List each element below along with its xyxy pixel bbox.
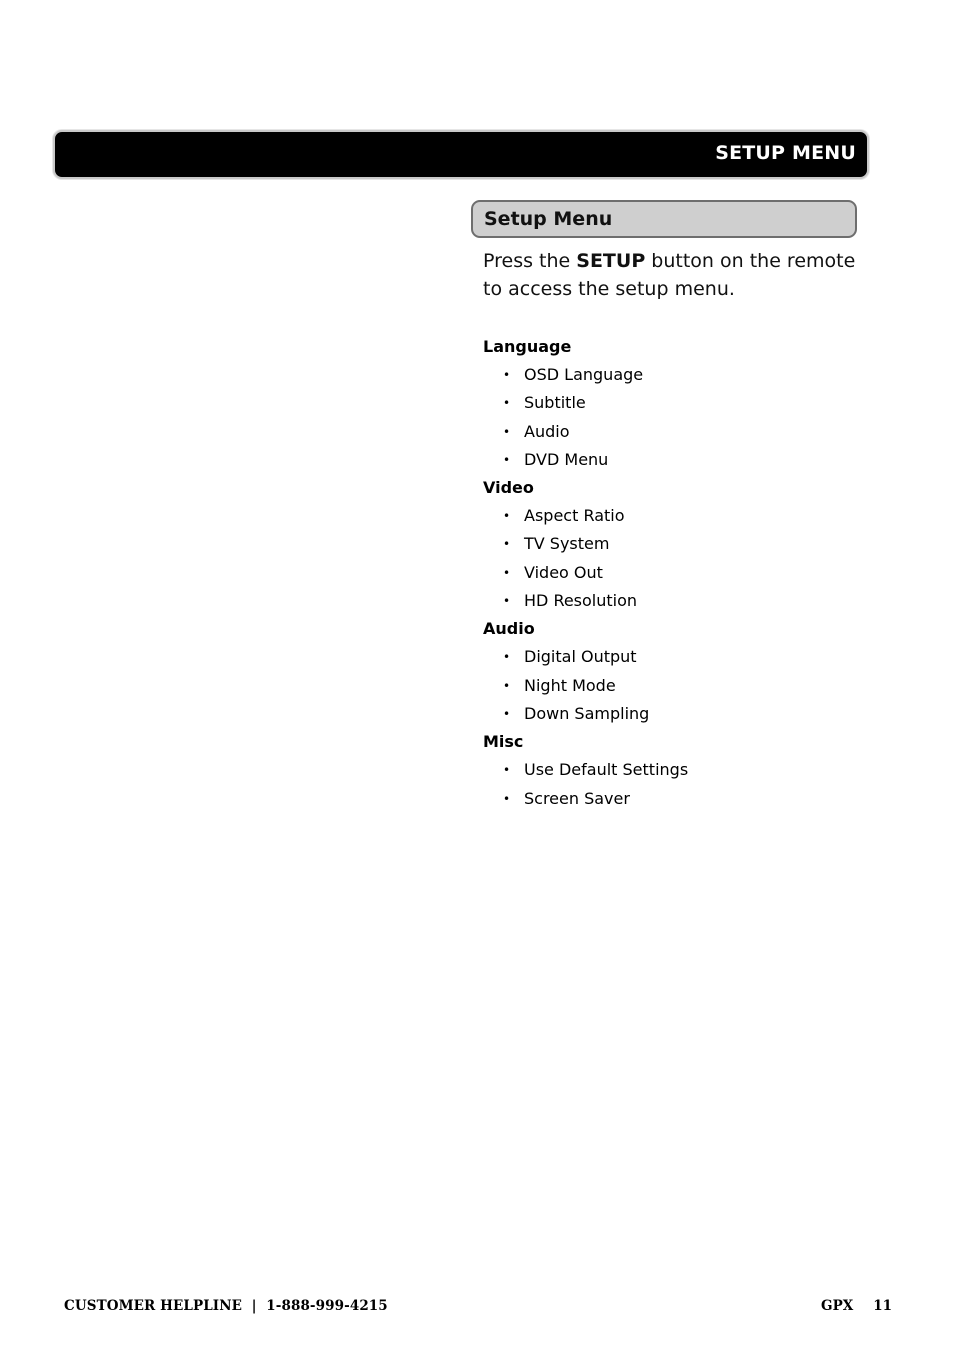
footer-helpline: CUSTOMER HELPLINE | 1-888-999-4215 xyxy=(64,1298,388,1314)
list-item xyxy=(483,643,863,671)
bullet-icon: • xyxy=(503,763,511,778)
list-item-label: DVD Menu xyxy=(524,449,609,469)
menu-group-title: Misc xyxy=(483,732,524,752)
menu-group-misc xyxy=(483,728,863,813)
bullet-icon: • xyxy=(503,509,511,524)
list-item-label: TV System xyxy=(524,534,610,554)
list-item xyxy=(483,418,863,446)
bullet-icon: • xyxy=(503,565,511,580)
bullet-icon: • xyxy=(503,791,511,806)
menu-group-title: Language xyxy=(483,337,572,356)
menu-group-title: Video xyxy=(483,478,534,498)
list-item-label: Use Default Settings xyxy=(524,760,689,780)
list-item xyxy=(483,559,863,587)
footer-brand: GPX xyxy=(821,1298,854,1314)
intro-text-before: Press the xyxy=(483,250,577,272)
list-item xyxy=(483,756,863,784)
list-item-label: Night Mode xyxy=(524,675,616,695)
menu-group-video xyxy=(483,474,863,615)
list-item-label: OSD Language xyxy=(524,365,644,384)
section-title: Setup Menu xyxy=(484,208,613,230)
list-item xyxy=(483,361,863,389)
page-header-bar xyxy=(53,130,869,179)
list-item xyxy=(483,587,863,615)
bullet-icon: • xyxy=(503,396,511,411)
list-item-label: Video Out xyxy=(524,562,603,582)
bullet-icon: • xyxy=(503,452,511,467)
list-item-label: Screen Saver xyxy=(524,788,630,808)
list-item-label: HD Resolution xyxy=(524,591,638,611)
bullet-icon: • xyxy=(503,678,511,693)
list-item-label: Down Sampling xyxy=(524,703,650,723)
list-item-label: Audio xyxy=(524,421,570,441)
bullet-icon: • xyxy=(503,424,511,439)
intro-text-after: button on the remote to access the setup menu. xyxy=(483,250,856,300)
list-item xyxy=(483,502,863,530)
bullet-icon: • xyxy=(503,537,511,552)
section-heading-box xyxy=(471,200,857,238)
list-item xyxy=(483,530,863,558)
list-item xyxy=(483,700,863,728)
menu-group-audio xyxy=(483,615,863,728)
intro-setup-keyword: SETUP xyxy=(576,250,646,272)
bullet-icon: • xyxy=(503,594,511,609)
list-item-label: Subtitle xyxy=(524,393,586,413)
footer-page-info xyxy=(821,1298,892,1314)
bullet-icon: • xyxy=(503,650,511,665)
page-header-title: SETUP MENU xyxy=(715,142,856,164)
list-item xyxy=(483,446,863,474)
list-item-label: Aspect Ratio xyxy=(524,506,625,526)
list-item xyxy=(483,672,863,700)
page-number: 11 xyxy=(873,1298,892,1314)
bullet-icon: • xyxy=(503,706,511,721)
bullet-icon: • xyxy=(503,368,511,382)
menu-group-language xyxy=(483,333,863,474)
intro-paragraph xyxy=(483,247,863,303)
setup-menu-list xyxy=(483,333,863,813)
list-item-label: Digital Output xyxy=(524,647,637,667)
list-item xyxy=(483,389,863,417)
menu-group-title: Audio xyxy=(483,619,535,639)
list-item xyxy=(483,785,863,813)
